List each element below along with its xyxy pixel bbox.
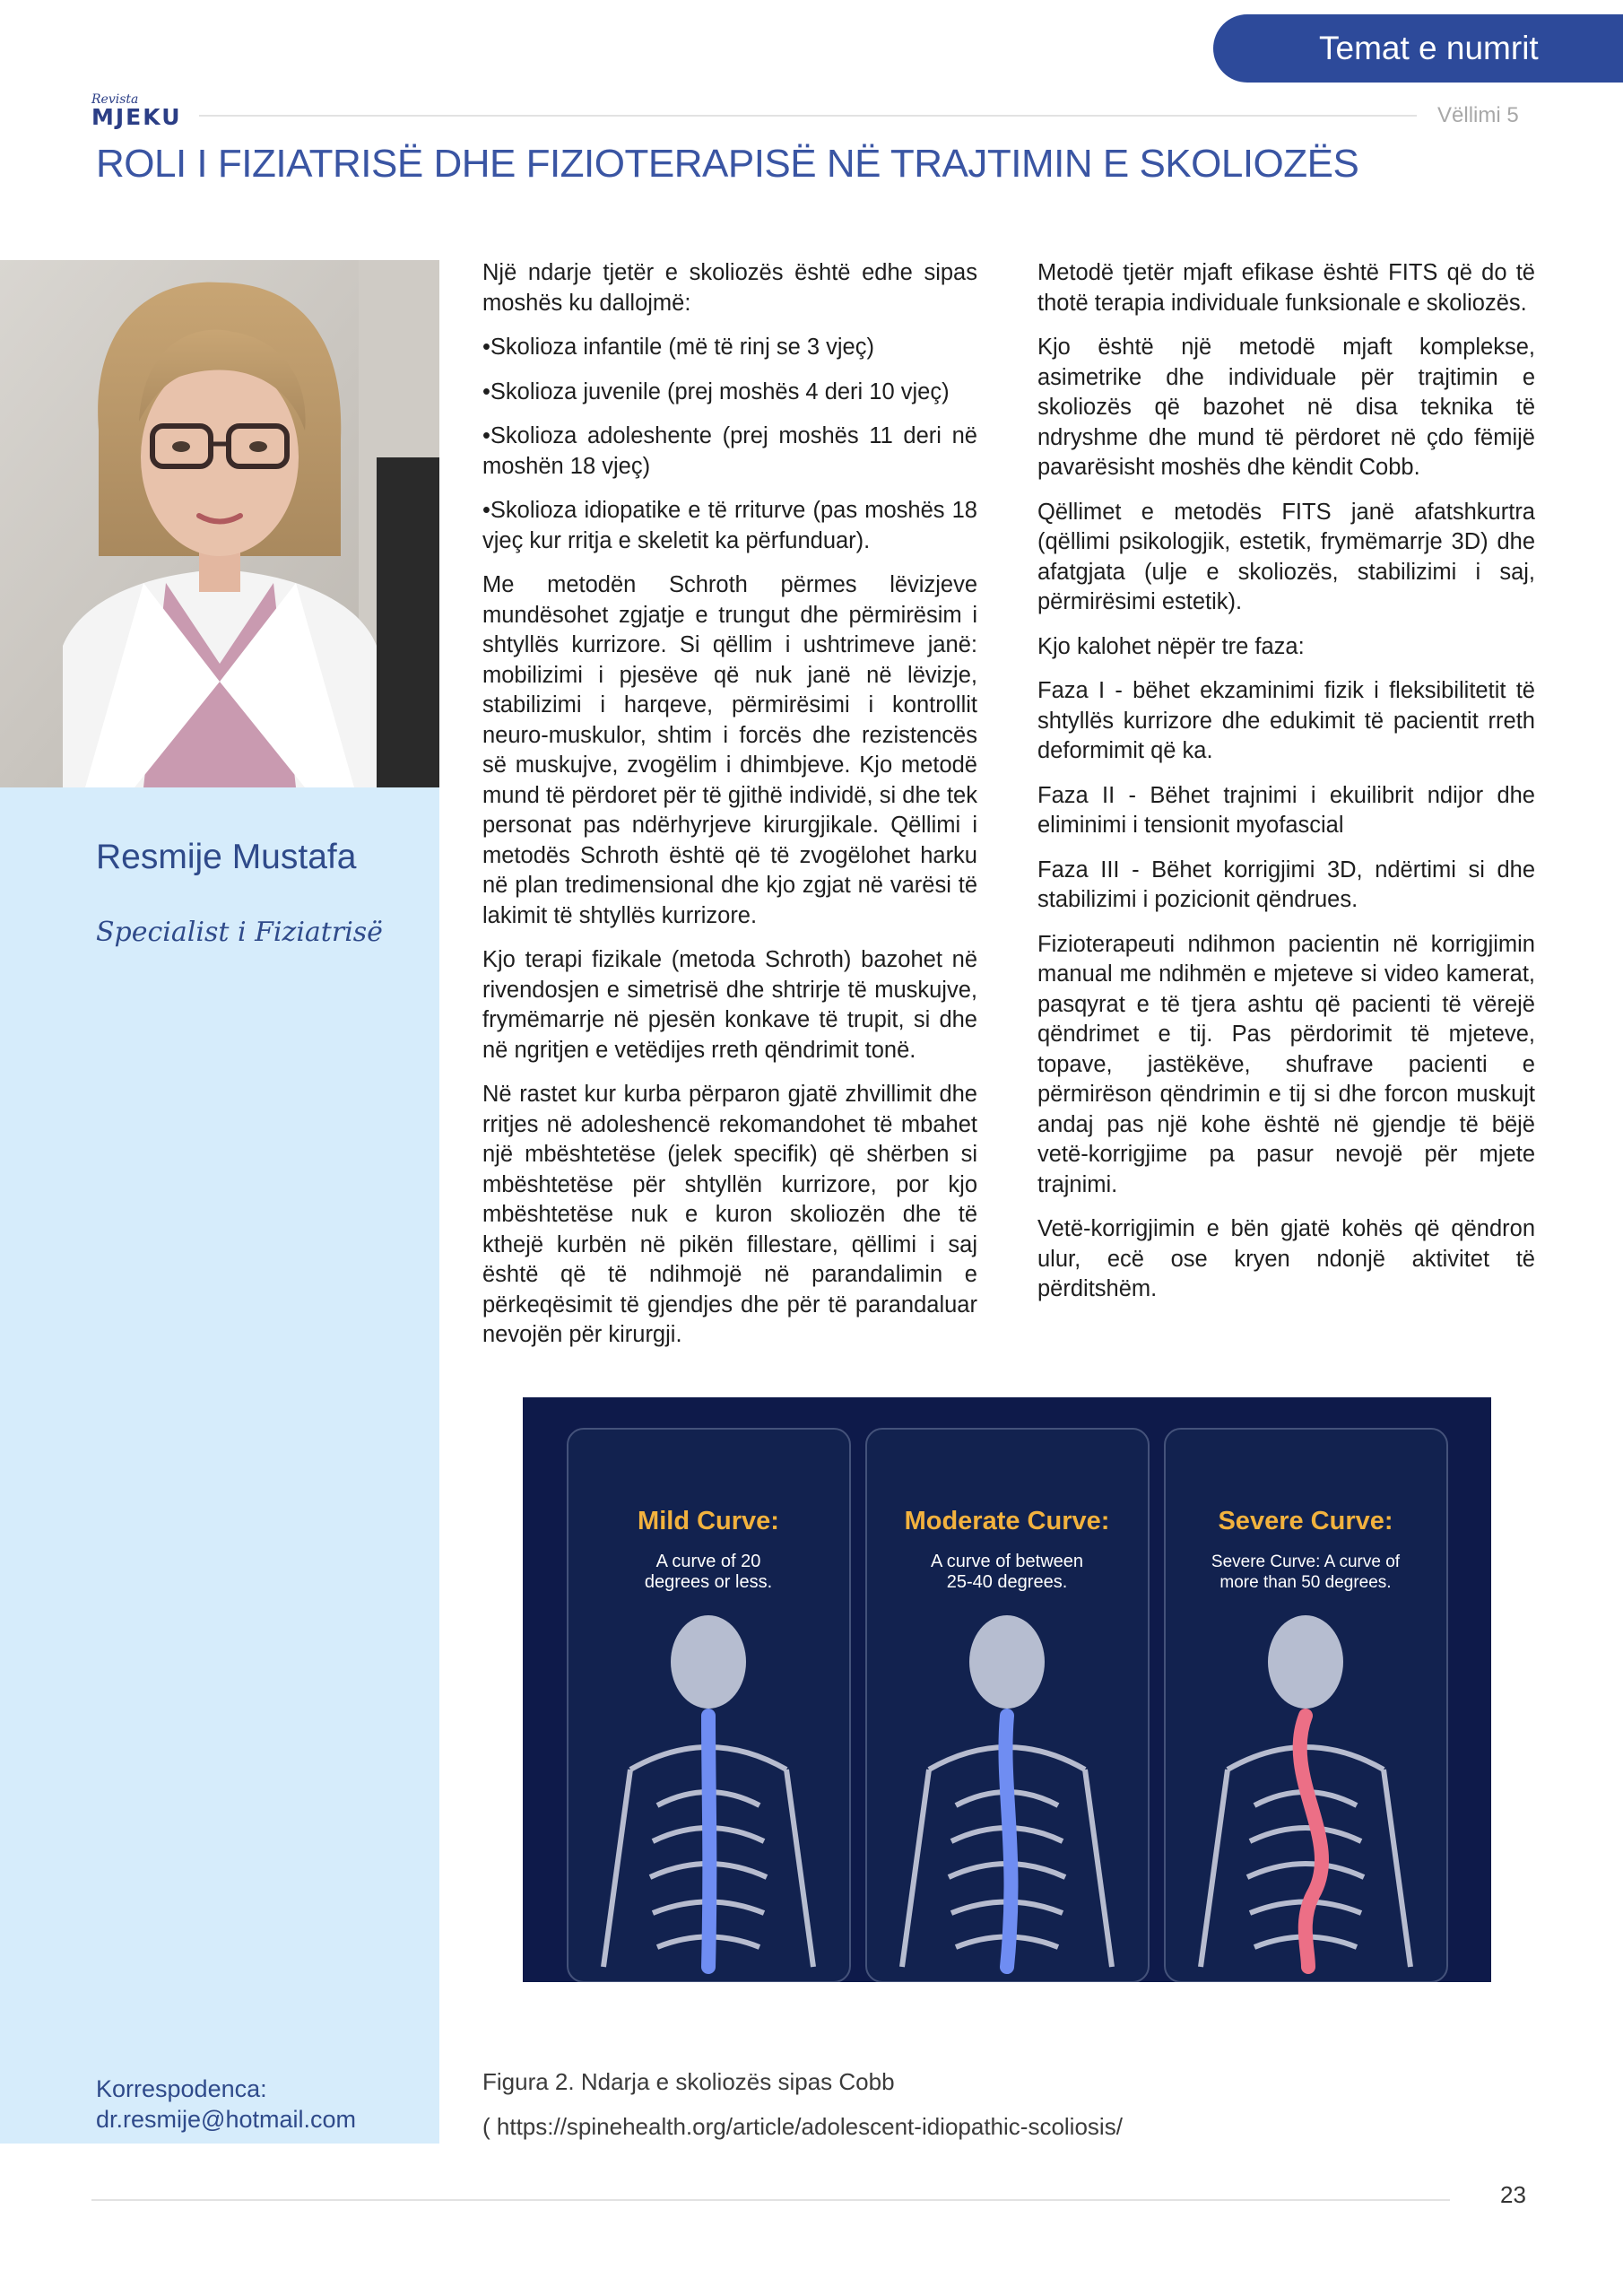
scoliosis-figure [523, 1397, 1491, 1982]
figure-panel-moderate [866, 1429, 1149, 1982]
section-tab [1213, 14, 1623, 83]
journal-logo [91, 93, 182, 129]
panel-title: Moderate Curve: [904, 1507, 1110, 1535]
correspondence [96, 2074, 356, 2135]
footer-divider [91, 2199, 1450, 2201]
spine-curve [1005, 1716, 1011, 1967]
panel-desc-line1: A curve of between [930, 1552, 1084, 1571]
figure-panel-mild [568, 1429, 850, 1982]
spine-curve [708, 1716, 709, 1967]
page-number: 23 [1500, 2181, 1526, 2208]
text-column-1 [482, 258, 977, 1365]
panel-title: Mild Curve: [638, 1507, 779, 1535]
paragraph: Kjo terapi fizikale (metoda Schroth) bazohet në rivendosjen e simetrisë dhe shtrirje të muskujve, frymëmarrje në pjesën konkave të trupit, si dhe në ngritjen e vetëdijes rreth qëndrimit tonë. [482, 947, 977, 1063]
section-tab-label: Temat e numrit [1319, 30, 1539, 66]
paragraph: •Skolioza adoleshente (prej moshës 11 deri në moshën 18 vjeç) [482, 423, 977, 479]
paragraph: Faza I - bëhet ekzaminimi fizik i fleksibilitetit të shtyllës kurrizore dhe edukimit të pacientit rreth deformimit që ka. [1037, 678, 1535, 763]
author-role: Specialist i Fiziatrisë [96, 917, 383, 948]
figure-panel-severe [1165, 1429, 1447, 1982]
figure-source: ( https://spinehealth.org/article/adolescent-idiopathic-scoliosis/ [482, 2113, 1123, 2140]
author-sidebar [0, 787, 439, 2144]
volume-label: Vëllimi 5 [1437, 103, 1519, 127]
panel-desc-line2: more than 50 degrees. [1219, 1573, 1392, 1592]
paragraph: Fizioterapeuti ndihmon pacientin në korrigjimin manual me ndihmën e mjeteve si video kamerat, pasqyrat e të tjera ashtu që pacienti të vërejë qëndrimet e tij. Pas përdorimit të mjeteve, topave, jastëkëve, shufrave pacienti e përmirëson qëndrimin e tij si dhe forcon muskujt andaj pas një kohe është në gjendje të bëjë vetë-korrigjime pa pasur nevojë për mjete trajnimi. [1037, 931, 1535, 1197]
paragraph: Vetë-korrigjimin e bën gjatë kohës që qëndron ulur, ecë ose kryen ndonjë aktivitet të përditshëm. [1037, 1216, 1535, 1301]
logo-subtitle: Revista [91, 92, 139, 107]
author-name: Resmije Mustafa [96, 838, 357, 876]
panel-title: Severe Curve: [1218, 1507, 1393, 1535]
panel-desc-line2: 25-40 degrees. [946, 1572, 1068, 1592]
paragraph: •Skolioza infantile (më të rinj se 3 vjeç) [482, 335, 874, 360]
article-title: ROLI I FIZIATRISË DHE FIZIOTERAPISË NË TRAJTIMIN E SKOLIOZËS [96, 142, 1359, 186]
author-email: dr.resmije@hotmail.com [96, 2106, 356, 2133]
logo-title: MJEKU [91, 104, 182, 130]
paragraph: Qëllimet e metodës FITS janë afatshkurtra (qëllimi psikologjik, estetik, frymëmarrje 3D) dhe afatgjata (ulje e skoliozës, stabilizimi i saj, përmirësimi estetik). [1037, 499, 1535, 614]
paragraph: Kjo kalohet nëpër tre faza: [1037, 633, 1305, 659]
figure-caption: Figura 2. Ndarja e skoliozës sipas Cobb [482, 2068, 895, 2095]
text-column-2 [1037, 258, 1535, 1319]
paragraph: Faza III - Bëhet korrigjimi 3D, ndërtimi si dhe stabilizimi i pozicionit qëndrues. [1037, 857, 1535, 912]
figure-caption-block [482, 2059, 1123, 2149]
paragraph: •Skolioza juvenile (prej moshës 4 deri 10 vjeç) [482, 378, 950, 404]
paragraph: Metodë tjetër mjaft efikase është FITS që do të thotë terapia individuale funksionale e skoliozës. [1037, 260, 1535, 316]
header-divider [199, 115, 1417, 117]
paragraph: Me metodën Schroth përmes lëvizjeve mundësohet zgjatje e trungut dhe përmirësim i shtyllës kurrizore. Si qëllim i ushtrimeve janë: mobilizimi i pjesëve që nuk janë në lëvizje, stabilizimi i harqeve, përmirësimi i kontrollit neuro-muskulor, shtim i forcës dhe rezistencës së muskujve, zvogëlim i dhimbjeve. Kjo metodë mund të përdoret për të gjithë individë, si dhe tek personat pas ndërhyrjeve kirurgjikale. Qëllimi i metodës Schroth është që të zvogëlohet harku në plan tredimensional dhe kjo zgjat në varësi të lakimit të shtyllës kurrizore. [482, 572, 977, 928]
panel-desc-line1: A curve of 20 [655, 1552, 761, 1571]
paragraph: •Skolioza idiopatike e të rriturve (pas moshës 18 vjeç kur rritja e skeletit ka përfunduar). [482, 498, 977, 553]
panel-desc-line2: degrees or less. [644, 1572, 773, 1592]
paragraph: Kjo është një metodë mjaft komplekse, asimetrike dhe individuale për trajtimin e skoliozës që bazohet në disa teknika të ndryshme dhe mund të përdoret në çdo fëmijë pavarësisht moshës dhe këndit Cobb. [1037, 335, 1535, 480]
paragraph: Një ndarje tjetër e skoliozës është edhe sipas moshës ku dallojmë: [482, 260, 977, 316]
author-photo [0, 260, 439, 787]
panel-desc-line1: Severe Curve: A curve of [1211, 1552, 1401, 1571]
paragraph: Në rastet kur kurba përparon gjatë zhvillimit dhe rritjes në adoleshencë rekomandohet të mbahet një mbështetëse (jelek specifik) që shërben si mbështetëse për shtyllën kurrizore, por kjo mbështetëse nuk e kuron skoliozën dhe të kthejë kurbën në pikën fillestare, qëllimi i saj është që të ndihmojë në parandalimin e përkeqësimit të gjendjes dhe për të parandaluar nevojën për kirurgji. [482, 1082, 977, 1347]
correspondence-label: Korrespodenca: [96, 2075, 267, 2102]
paragraph: Faza II - Bëhet trajnimi i ekuilibrit ndijor dhe eliminimi i tensionit myofascial [1037, 782, 1535, 838]
